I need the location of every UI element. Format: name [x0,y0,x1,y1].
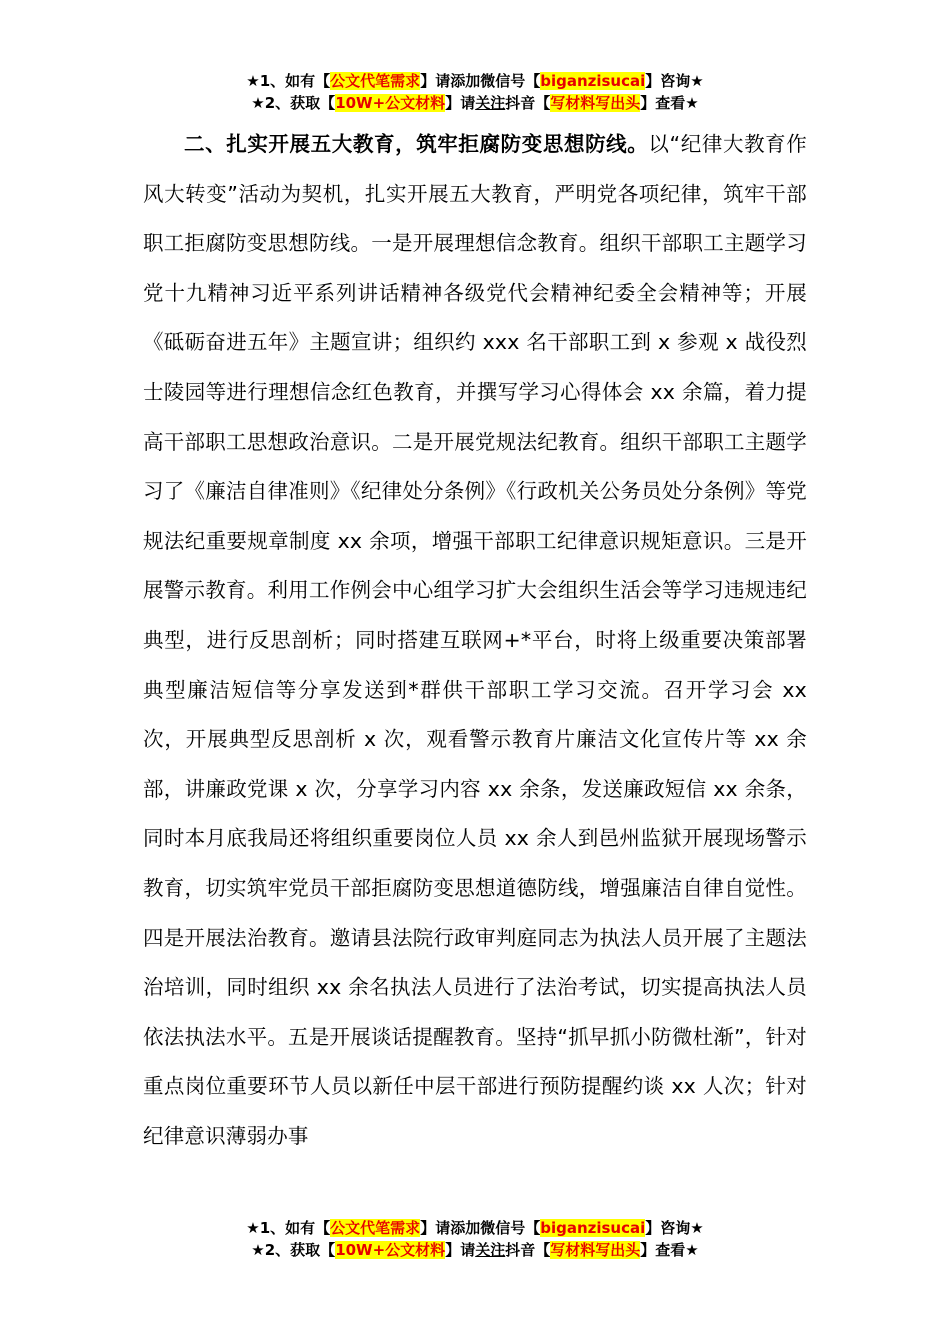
promo-line-1 [0,70,950,92]
promo-text: ★1、如有【 [246,72,331,90]
promo-highlight: 公文代笔需求 [330,72,421,90]
promo-text: ★2、获取【 [251,1241,336,1259]
douyin-id-highlight: 写材料写出头 [550,94,641,112]
promo-text: 】查看★ [640,1241,699,1259]
promo-highlight: 10W+公文材料 [335,1241,446,1259]
paragraph [143,120,807,1161]
wechat-id-highlight: biganzisucai [540,72,646,90]
promo-text: 】咨询★ [645,72,704,90]
promo-text: 】请添加微信号【 [420,1219,541,1237]
document-body [143,120,807,1161]
promo-text: 】请添加微信号【 [420,72,541,90]
promo-text: ★1、如有【 [246,1219,331,1237]
promo-text: ★2、获取【 [251,94,336,112]
footer-promo-banner [0,1217,950,1261]
header-promo-banner [0,70,950,114]
promo-text: 】请 [445,1241,476,1259]
paragraph-text: 以“纪律大教育作风大转变”活动为契机，扎实开展五大教育，严明党各项纪律，筑牢干部职工拒腐防变思想防线。一是开展理想信念教育。组织干部职工主题学习党十九精神习近平系列讲话精神各级党代会精神纪委全会精神等；开展《砥砺奋进五年》主题宣讲；组织约 xxx 名干部职工到 x 参观 x 战役烈士陵园等进行理想信念红色教育，并撰写学习心得体会 xx 余篇，着力提高干部职工思想政治意识。二是开展党规法纪教育。组织干部职工主题学习了《廉洁自律准则》《纪律处分条例》《行政机关公务员处分条例》等党规法纪重要规章制度 xx 余项，增强干部职工纪律意识规矩意识。三是开展警示教育。利用工作例会中心组学习扩大会组织生活会等学习违规违纪典型，进行反思剖析；同时搭建互联网+*平台，时将上级重要决策部署典型廉洁短信等分享发送到*群供干部职工学习交流。召开学习会 xx 次，开展典型反思剖析 x 次，观看警示教育片廉洁文化宣传片等 xx 余部，讲廉政党课 x 次，分享学习内容 xx 余条，发送廉政短信 xx 余条，同时本月底我局还将组织重要岗位人员 xx 余人到邑州监狱开展现场警示教育，切实筑牢党员干部拒腐防变思想道德防线，增强廉洁自律自觉性。四是开展法治教育。邀请县法院行政审判庭同志为执法人员开展了主题法治培训，同时组织 xx 余名执法人员进行了法治考试，切实提高执法人员依法执法水平。五是开展谈话提醒教育。坚持“抓早抓小防微杜渐”，针对重点岗位重要环节人员以新任中层干部进行预防提醒约谈 xx 人次；针对纪律意识薄弱办事 [143,132,807,1148]
douyin-id-highlight: 写材料写出头 [550,1241,641,1259]
promo-line-1 [0,1217,950,1239]
promo-text: 】查看★ [640,94,699,112]
section-heading: 二、扎实开展五大教育，筑牢拒腐防变思想防线。 [184,132,649,156]
promo-underlined: 关注 [475,1241,506,1259]
wechat-id-highlight: biganzisucai [540,1219,646,1237]
promo-highlight: 10W+公文材料 [335,94,446,112]
promo-text: 抖音【 [505,94,551,112]
promo-highlight: 公文代笔需求 [330,1219,421,1237]
promo-text: 抖音【 [505,1241,551,1259]
promo-line-2 [0,92,950,114]
promo-line-2 [0,1239,950,1261]
promo-underlined: 关注 [475,94,506,112]
promo-text: 】请 [445,94,476,112]
promo-text: 】咨询★ [645,1219,704,1237]
